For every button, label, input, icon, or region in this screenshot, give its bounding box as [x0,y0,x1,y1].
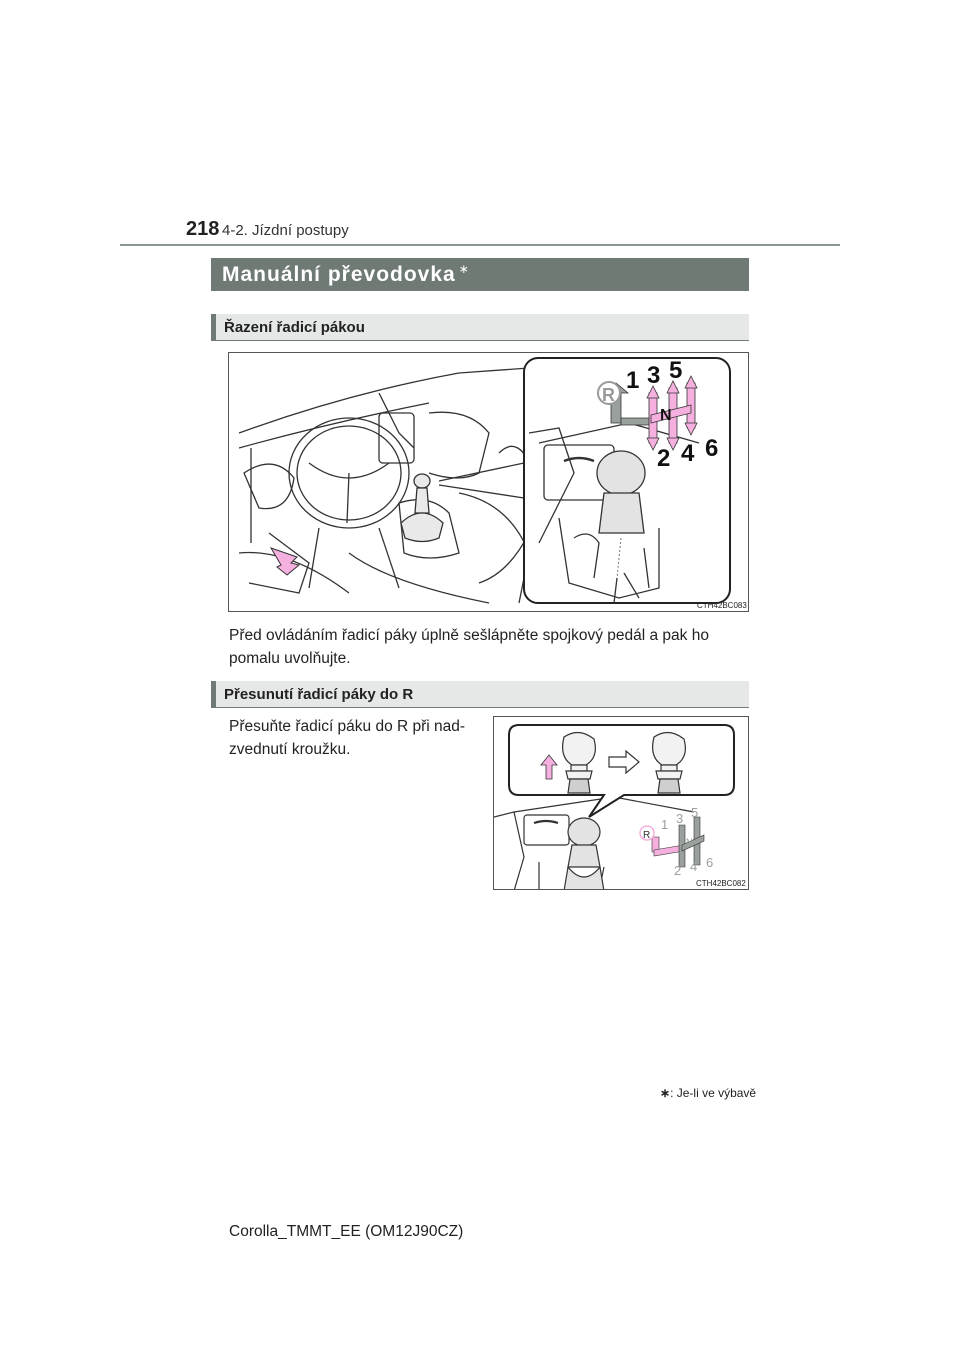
reverse-lever-illustration [494,717,749,890]
gear-label-5: 5 [691,805,699,820]
section-breadcrumb: 4-2. Jízdní postupy [222,222,349,239]
header-rule [120,244,840,246]
gear-label-3: 3 [676,811,684,826]
figure-code: CTH42BC083 [697,601,747,610]
footnote [660,1086,756,1100]
gear-label-6: 6 [705,435,719,462]
gear-label-1: 1 [661,817,669,832]
gear-label-5: 5 [669,357,683,384]
gear-label-2: 2 [674,863,682,878]
reverse-instruction: Přesuňte řadicí páku do R při nad- zvednutí kroužku. [229,718,466,758]
optional-mark: ∗ [458,261,470,276]
gear-label-4: 4 [681,440,695,467]
gear-label-1: 1 [626,367,640,394]
gear-label-4: 4 [690,859,698,874]
section-heading-reverse [211,681,749,708]
reverse-shift-figure [493,716,749,890]
section-heading-shifting [211,314,749,341]
page-number: 218 [186,218,220,240]
gear-label-2: 2 [657,445,671,472]
inset-bubble [509,725,734,817]
shift-lever-figure [228,352,749,612]
footnote-mark: ∗ [660,1086,671,1100]
page-title-text: Manuální převodovka [222,262,456,286]
gear-label-r: R [602,385,615,405]
section-heading-label: Přesunutí řadicí páky do R [224,686,414,703]
footnote-text: : Je-li ve výbavě [670,1086,757,1100]
shifting-instruction: Před ovládáním řadicí páky úplně sešlápněte spojkový pedál a pak ho pomalu uvolňujte. [229,627,709,667]
gear-label-6: 6 [706,855,714,870]
gear-label-n: N [660,407,672,424]
figure-code: CTH42BC082 [696,879,746,888]
gear-label-n: N [686,837,693,847]
page-title [211,258,749,291]
gear-label-3: 3 [647,362,661,389]
section-heading-label: Řazení řadicí pákou [224,319,365,336]
dashboard-illustration [229,353,749,612]
gear-label-r: R [643,830,651,841]
document-footer: Corolla_TMMT_EE (OM12J90CZ) [229,1223,464,1240]
